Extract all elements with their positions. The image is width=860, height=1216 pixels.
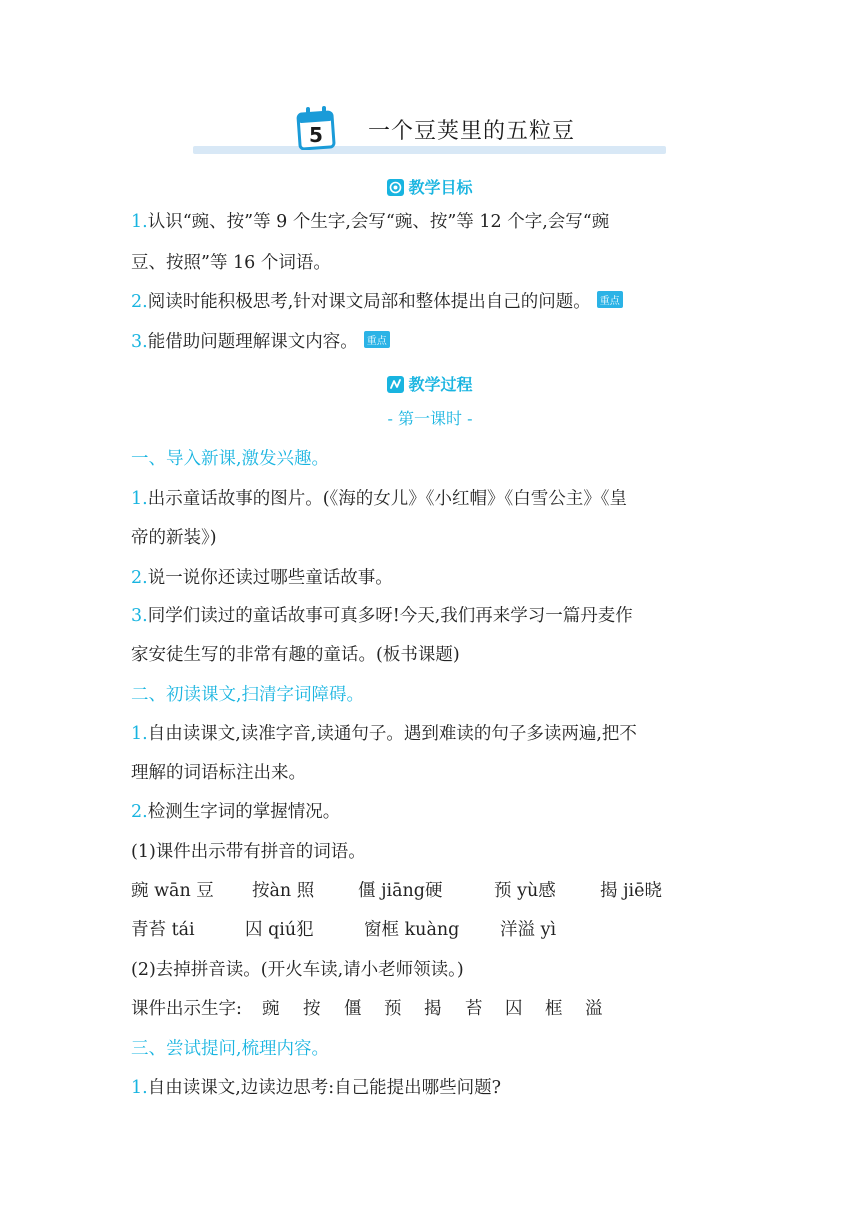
- process-icon: [387, 376, 404, 393]
- step2-item-1: 1.自由读课文,读准字音,读通句子。遇到难读的句子多读两遍,把不: [131, 724, 637, 744]
- word-item: 窗框 kuàng: [364, 920, 460, 940]
- step2-sub-2: (2)去掉拼音读。(开火车读,请小老师领读。): [131, 960, 464, 980]
- word-item: 按àn 照: [252, 881, 315, 901]
- lesson-number: 5: [309, 123, 323, 147]
- step2-item-1-cont: 理解的词语标注出来。: [131, 763, 306, 783]
- step1-item-1: 1.出示童话故事的图片。(《海的女儿》《小红帽》《白雪公主》《皇: [131, 489, 628, 509]
- step3-title: 三、尝试提问,梳理内容。: [131, 1039, 330, 1059]
- word-item: 青苔 tái: [131, 920, 195, 940]
- goal-item-1-cont: 豆、按照”等 16 个词语。: [131, 253, 331, 273]
- goals-heading: [0, 175, 860, 198]
- word-item: 洋溢 yì: [500, 920, 557, 940]
- lesson-title: 一个豆荚里的五粒豆: [368, 119, 576, 144]
- char-item: 溢: [585, 999, 603, 1019]
- char-item: 按: [303, 999, 321, 1019]
- step1-item-3: 3.同学们读过的童话故事可真多呀!今天,我们再来学习一篇丹麦作: [131, 606, 633, 626]
- key-point-badge: 重点: [597, 291, 623, 308]
- char-item: 囚: [505, 999, 523, 1019]
- char-item: 豌: [262, 999, 280, 1019]
- step1-item-3-cont: 家安徒生写的非常有趣的童话。(板书课题): [131, 645, 460, 665]
- period-label: - 第一课时 -: [387, 409, 473, 428]
- process-heading-text: 教学过程: [408, 375, 473, 394]
- word-item: 囚 qiú犯: [245, 920, 314, 940]
- chars-label: 课件出示生字:: [131, 999, 242, 1019]
- char-item: 预: [384, 999, 402, 1019]
- target-icon: [387, 179, 404, 196]
- step1-item-1-cont: 帝的新装》): [131, 528, 217, 548]
- char-item: 苔: [465, 999, 483, 1019]
- char-item: 框: [545, 999, 563, 1019]
- char-item: 僵: [344, 999, 362, 1019]
- goal-item-2: 2.阅读时能积极思考,针对课文局部和整体提出自己的问题。 重点: [131, 288, 623, 313]
- step3-item-1: 1.自由读课文,边读边思考:自己能提出哪些问题?: [131, 1078, 502, 1098]
- process-heading: [0, 372, 860, 395]
- step2-sub-1: (1)课件出示带有拼音的词语。: [131, 842, 366, 862]
- title-underline: [193, 146, 666, 154]
- calendar-icon: [296, 106, 336, 150]
- goal-item-1: 1.认识“豌、按”等 9 个生字,会写“豌、按”等 12 个字,会写“豌: [131, 212, 610, 232]
- word-item: 豌 wān 豆: [131, 881, 214, 901]
- word-item: 预 yù感: [494, 881, 556, 901]
- step1-item-2: 2.说一说你还读过哪些童话故事。: [131, 568, 393, 588]
- step2-title: 二、初读课文,扫清字词障碍。: [131, 685, 365, 705]
- lesson-header: [193, 100, 666, 156]
- word-item: 揭 jiē晓: [600, 881, 662, 901]
- step1-title: 一、导入新课,激发兴趣。: [131, 449, 330, 469]
- goals-heading-text: 教学目标: [408, 178, 473, 197]
- char-item: 揭: [424, 999, 442, 1019]
- goal-item-3: 3.能借助问题理解课文内容。 重点: [131, 328, 390, 353]
- word-item: 僵 jiāng硬: [358, 881, 443, 901]
- step2-item-2: 2.检测生字词的掌握情况。: [131, 802, 341, 822]
- key-point-badge: 重点: [364, 331, 390, 348]
